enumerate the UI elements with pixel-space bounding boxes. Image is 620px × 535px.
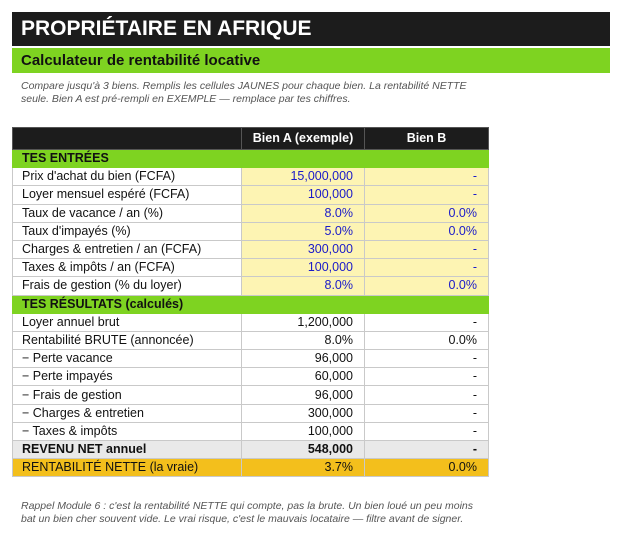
net-revenue-row [13,441,489,459]
input-cell-bien-b[interactable]: - [365,186,489,204]
result-cell-bien-a: 8.0% [242,331,365,349]
table-row [13,259,489,277]
net-yield-row [13,459,489,477]
section-cell-a [242,150,365,168]
intro-text [12,80,488,106]
result-cell-bien-a: 100,000 [242,422,365,440]
table-row [13,422,489,440]
row-label: − Perte impayés [13,368,242,386]
row-label: − Taxes & impôts [13,422,242,440]
footer-note [12,500,488,528]
result-cell-bien-b: 0.0% [365,331,489,349]
table-row [13,386,489,404]
input-cell-bien-a[interactable]: 100,000 [242,186,365,204]
table-row [13,168,489,186]
intro-line-2: seule. Bien A est pré-rempli en EXEMPLE — remplace par tes chiffres. [21,93,351,105]
table-row [13,186,489,204]
row-label: Frais de gestion (% du loyer) [13,277,242,295]
section-cell-a [242,295,365,313]
net-revenue-bien-b: - [365,441,489,459]
section-cell-b [365,295,489,313]
result-cell-bien-b: - [365,404,489,422]
net-yield-bien-a: 3.7% [242,459,365,477]
result-cell-bien-b: - [365,313,489,331]
result-cell-bien-b: - [365,368,489,386]
row-label: Taux de vacance / an (%) [13,204,242,222]
section-title-inputs: TES ENTRÉES [13,150,242,168]
row-label: − Perte vacance [13,350,242,368]
table-row [13,277,489,295]
result-cell-bien-b: - [365,350,489,368]
result-cell-bien-b: - [365,422,489,440]
row-label: Loyer mensuel espéré (FCFA) [13,186,242,204]
row-label: Taux d'impayés (%) [13,222,242,240]
column-header-bien-a: Bien A (exemple) [242,128,365,150]
input-cell-bien-b[interactable]: 0.0% [365,222,489,240]
section-cell-b [365,150,489,168]
row-label: − Charges & entretien [13,404,242,422]
intro-line-1: Compare jusqu'à 3 biens. Remplis les cellules JAUNES pour chaque bien. La rentabilité NETTE [21,80,467,92]
input-cell-bien-a[interactable]: 8.0% [242,277,365,295]
result-cell-bien-a: 1,200,000 [242,313,365,331]
input-cell-bien-b[interactable]: - [365,259,489,277]
row-label: Loyer annuel brut [13,313,242,331]
row-label: Prix d'achat du bien (FCFA) [13,168,242,186]
row-label: Taxes & impôts / an (FCFA) [13,259,242,277]
input-cell-bien-b[interactable]: 0.0% [365,204,489,222]
input-cell-bien-b[interactable]: 0.0% [365,277,489,295]
result-cell-bien-a: 60,000 [242,368,365,386]
result-cell-bien-a: 300,000 [242,404,365,422]
page-title: PROPRIÉTAIRE EN AFRIQUE [12,12,610,46]
section-header-results [13,295,489,313]
input-cell-bien-a[interactable]: 15,000,000 [242,168,365,186]
table-row [13,368,489,386]
table-header-row [13,128,489,150]
row-label: Rentabilité BRUTE (annoncée) [13,331,242,349]
row-label: Charges & entretien / an (FCFA) [13,240,242,258]
table-row [13,404,489,422]
input-cell-bien-a[interactable]: 300,000 [242,240,365,258]
net-revenue-bien-a: 548,000 [242,441,365,459]
net-yield-label: RENTABILITÉ NETTE (la vraie) [13,459,242,477]
footer-line-2: bat un bien cher souvent vide. Le vrai risque, c'est le mauvais locataire — filtre avant de signer. [21,513,464,525]
section-header-inputs [13,150,489,168]
input-cell-bien-a[interactable]: 100,000 [242,259,365,277]
input-cell-bien-b[interactable]: - [365,240,489,258]
input-cell-bien-a[interactable]: 5.0% [242,222,365,240]
net-revenue-label: REVENU NET annuel [13,441,242,459]
table-row [13,204,489,222]
result-cell-bien-b: - [365,386,489,404]
net-yield-bien-b: 0.0% [365,459,489,477]
column-header-bien-b: Bien B [365,128,489,150]
row-label: − Frais de gestion [13,386,242,404]
section-title-results: TES RÉSULTATS (calculés) [13,295,242,313]
table-row [13,240,489,258]
column-header-label [13,128,242,150]
input-cell-bien-b[interactable]: - [365,168,489,186]
page-subtitle: Calculateur de rentabilité locative [12,48,610,73]
footer-line-1: Rappel Module 6 : c'est la rentabilité NETTE qui compte, pas la brute. Un bien loué un peu moins [21,500,474,512]
table-row [13,222,489,240]
table-row [13,313,489,331]
table-row [13,331,489,349]
result-cell-bien-a: 96,000 [242,350,365,368]
table-row [13,350,489,368]
rentability-table [12,127,489,477]
input-cell-bien-a[interactable]: 8.0% [242,204,365,222]
result-cell-bien-a: 96,000 [242,386,365,404]
